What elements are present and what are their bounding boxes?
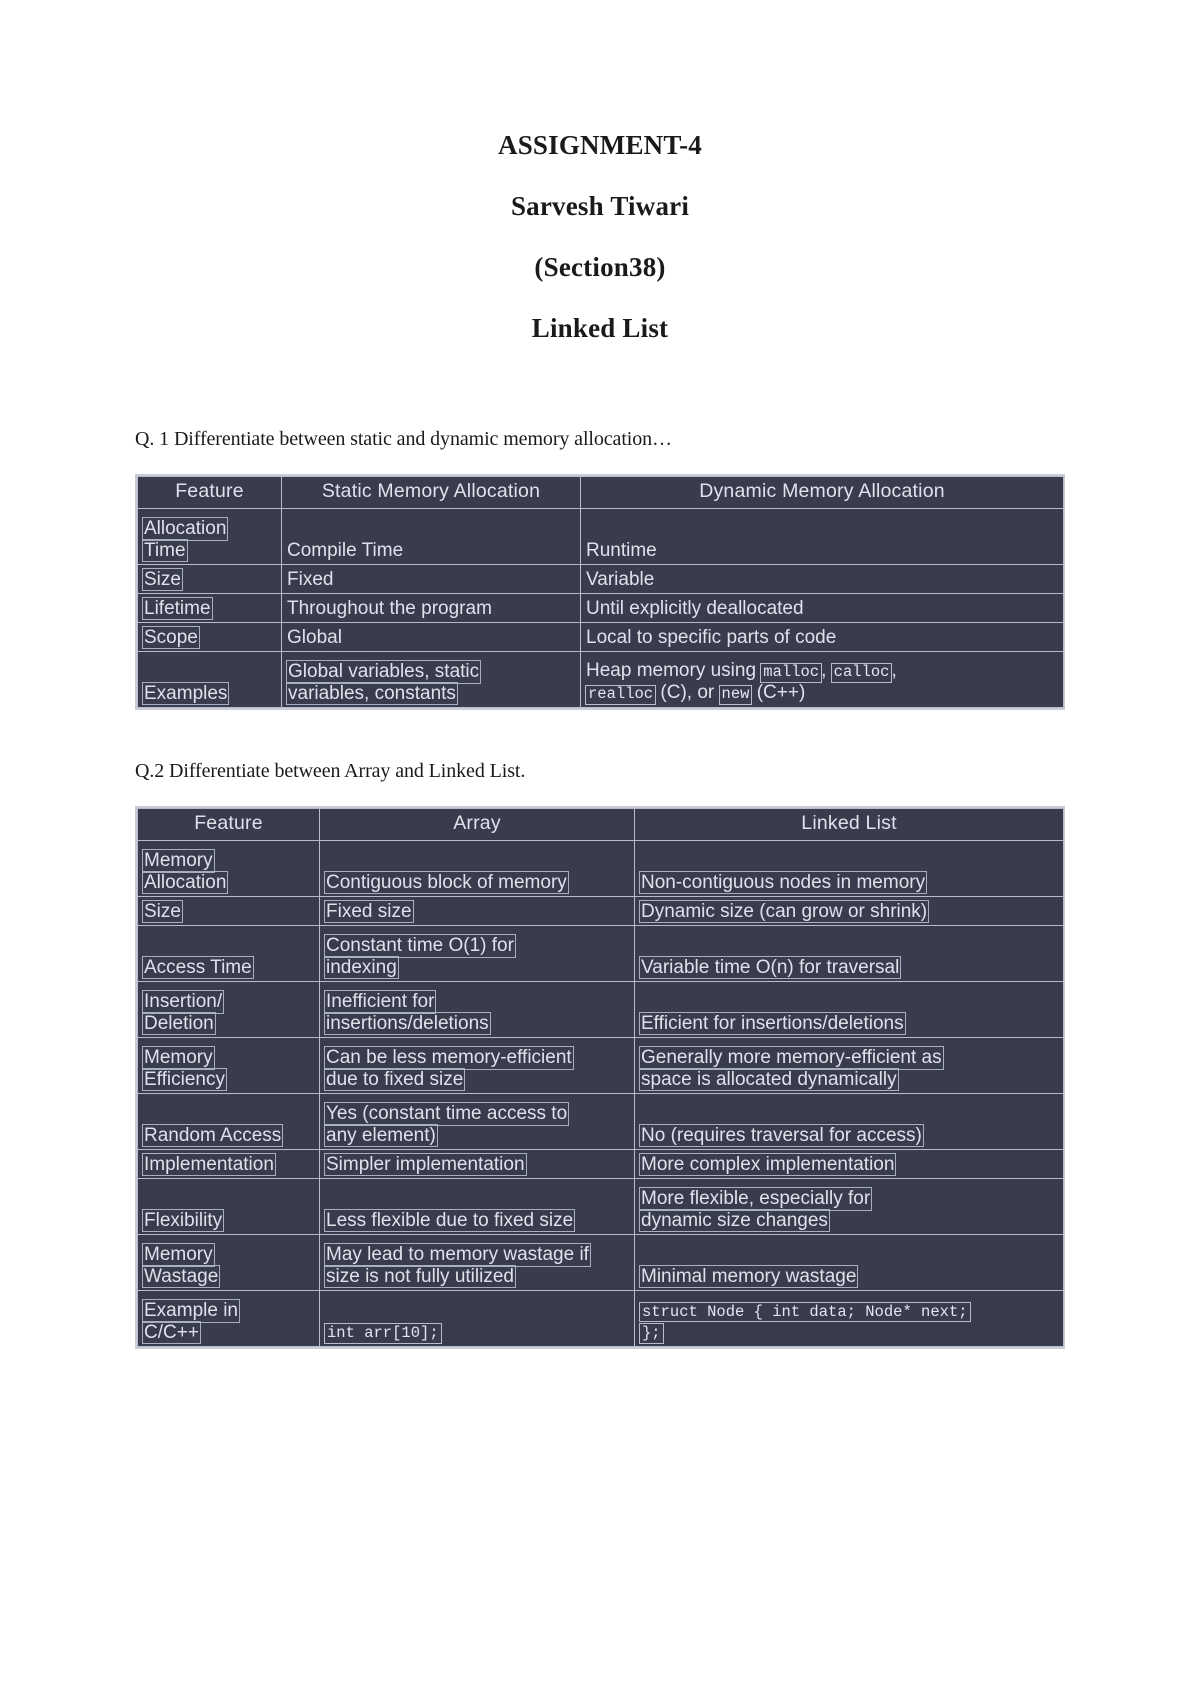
table-row <box>138 594 1064 623</box>
t2-r4-array: Can be less memory-efficient due to fixed size <box>320 1037 635 1093</box>
table-row <box>138 623 1064 652</box>
t1-r0-feature: Allocation Time <box>138 509 282 565</box>
t2-r2-array: Constant time O(1) for indexing <box>320 925 635 981</box>
table-2-header-array: Array <box>320 809 635 841</box>
t2-r7-linked: More flexible, especially for dynamic size changes <box>635 1178 1064 1234</box>
section-label: (Section38) <box>534 252 666 283</box>
t2-r8-feature: Memory Wastage <box>138 1234 320 1290</box>
code-realloc: realloc <box>588 685 654 704</box>
t1-r0-static: Compile Time <box>282 509 581 565</box>
table-1-header-static: Static Memory Allocation <box>282 477 581 509</box>
t2-r5-array: Yes (constant time access to any element) <box>320 1093 635 1149</box>
t1-r4-dynamic-lead: Heap memory using <box>586 660 762 682</box>
table-1-header-dynamic: Dynamic Memory Allocation <box>581 477 1064 509</box>
t1-r4-tail: (C++) <box>751 682 806 704</box>
t1-r1-static: Fixed <box>282 565 581 594</box>
table-row <box>138 1234 1064 1290</box>
t2-r1-linked: Dynamic size (can grow or shrink) <box>635 896 1064 925</box>
t2-r8-array: May lead to memory wastage if size is not fully utilized <box>320 1234 635 1290</box>
t2-r3-linked: Efficient for insertions/deletions <box>635 981 1064 1037</box>
table-row <box>138 652 1064 708</box>
t2-r4-feature: Memory Efficiency <box>138 1037 320 1093</box>
t2-r1-feature: Size <box>138 896 320 925</box>
t1-r2-feature: Lifetime <box>138 594 282 623</box>
code-struct-node-line1: struct Node { int data; Node* next; <box>642 1302 968 1321</box>
t2-r0-array: Contiguous block of memory <box>320 840 635 896</box>
table-row <box>138 1093 1064 1149</box>
table-2-header-row <box>138 809 1064 841</box>
topic-title: Linked List <box>531 313 669 344</box>
t2-r9-feature: Example in C/C++ <box>138 1290 320 1346</box>
t1-r4-sep1: , <box>821 660 832 682</box>
t1-r2-dynamic: Until explicitly deallocated <box>581 594 1064 623</box>
t1-r4-sep2: , <box>891 660 897 682</box>
table-row <box>138 896 1064 925</box>
t1-r2-static: Throughout the program <box>282 594 581 623</box>
table-1-header-row <box>138 477 1064 509</box>
table-1-header-feature: Feature <box>138 477 282 509</box>
t1-r4-static: Global variables, static variables, constants <box>282 652 581 708</box>
question-1-text: Q. 1 Differentiate between static and dynamic memory allocation… <box>135 428 672 451</box>
table-row <box>138 925 1064 981</box>
t2-r2-linked: Variable time O(n) for traversal <box>635 925 1064 981</box>
code-int-arr: int arr[10]; <box>327 1324 439 1343</box>
title-block <box>135 0 1065 344</box>
code-struct-node-line2: }; <box>642 1324 661 1343</box>
t2-r1-array: Fixed size <box>320 896 635 925</box>
t2-r4-linked: Generally more memory-efficient as space is allocated dynamically <box>635 1037 1064 1093</box>
question-2-text: Q.2 Differentiate between Array and Linked List. <box>135 760 526 783</box>
t1-r1-feature: Size <box>138 565 282 594</box>
t2-r0-feature: Memory Allocation <box>138 840 320 896</box>
t1-r3-feature: Scope <box>138 623 282 652</box>
table-1-wrapper <box>135 474 1065 710</box>
table-2-header-linkedlist: Linked List <box>635 809 1064 841</box>
t2-r6-linked: More complex implementation <box>635 1149 1064 1178</box>
static-vs-dynamic-table <box>137 476 1064 708</box>
table-row <box>138 981 1064 1037</box>
t2-r9-array <box>320 1290 635 1346</box>
t1-r0-dynamic: Runtime <box>581 509 1064 565</box>
table-2-header-feature: Feature <box>138 809 320 841</box>
code-new: new <box>721 685 750 704</box>
t2-r6-array: Simpler implementation <box>320 1149 635 1178</box>
t1-r3-static: Global <box>282 623 581 652</box>
table-row <box>138 1290 1064 1346</box>
t1-r1-dynamic: Variable <box>581 565 1064 594</box>
table-row <box>138 1037 1064 1093</box>
t2-r5-feature: Random Access <box>138 1093 320 1149</box>
t2-r3-feature: Insertion/ Deletion <box>138 981 320 1037</box>
t2-r2-feature: Access Time <box>138 925 320 981</box>
t2-r7-feature: Flexibility <box>138 1178 320 1234</box>
array-vs-linkedlist-table <box>137 808 1064 1347</box>
t1-r4-feature: Examples <box>138 652 282 708</box>
table-row <box>138 1178 1064 1234</box>
code-calloc: calloc <box>833 663 890 682</box>
t2-r6-feature: Implementation <box>138 1149 320 1178</box>
table-2-wrapper <box>135 806 1065 1349</box>
table-row <box>138 1149 1064 1178</box>
table-row <box>138 509 1064 565</box>
t2-r0-linked: Non-contiguous nodes in memory <box>635 840 1064 896</box>
code-malloc: malloc <box>763 663 820 682</box>
t1-r4-dynamic <box>581 652 1064 708</box>
assignment-title: ASSIGNMENT-4 <box>498 130 702 160</box>
t2-r5-linked: No (requires traversal for access) <box>635 1093 1064 1149</box>
table-row <box>138 840 1064 896</box>
t2-r8-linked: Minimal memory wastage <box>635 1234 1064 1290</box>
t2-r3-array: Inefficient for insertions/deletions <box>320 981 635 1037</box>
t1-r3-dynamic: Local to specific parts of code <box>581 623 1064 652</box>
student-name: Sarvesh Tiwari <box>510 191 690 222</box>
t2-r7-array: Less flexible due to fixed size <box>320 1178 635 1234</box>
t1-r4-mid: (C), or <box>655 682 720 704</box>
table-row <box>138 565 1064 594</box>
t2-r9-linked <box>635 1290 1064 1346</box>
